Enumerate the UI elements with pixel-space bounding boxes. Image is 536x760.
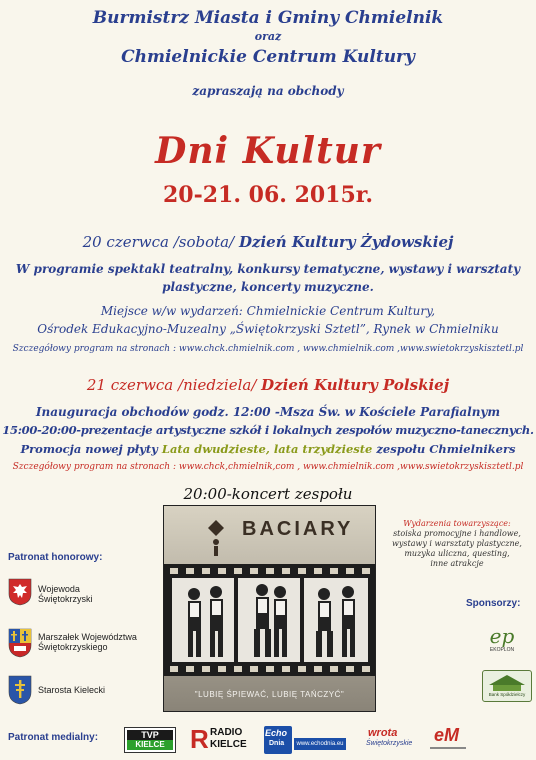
day2-heading-date: 21 czerwca /niedziela/ bbox=[86, 376, 262, 394]
day2-heading bbox=[0, 376, 536, 394]
radio-logo-top: RADIO bbox=[210, 727, 243, 738]
regional-crest-icon bbox=[8, 628, 32, 658]
radio-kielce-logo bbox=[190, 724, 246, 754]
organizer-line-2: Chmielnickie Centrum Kultury bbox=[121, 47, 415, 67]
echo-logo-text: Echo bbox=[265, 728, 288, 738]
patron-3-line-1: Starosta Kielecki bbox=[38, 685, 106, 695]
radio-logo-mark: R bbox=[190, 724, 209, 754]
em-logo-line bbox=[430, 747, 466, 749]
companion-events-line: stoiska promocyjne i handlowe, bbox=[393, 529, 521, 538]
companion-events-line: inne atrakcje bbox=[430, 559, 484, 568]
bank-building-icon bbox=[483, 671, 531, 693]
starosta-crest-icon bbox=[8, 675, 32, 705]
day1-details: Szczegółowy program na stronach : www.chck.chmielnik.com , www.chmielnik.com ,www.swietokrzyskisztetl.pl bbox=[12, 344, 524, 354]
day2-heading-name: Dzień Kultury Polskiej bbox=[261, 376, 450, 394]
patron-2-line-2: Świętokrzyskiego bbox=[38, 642, 108, 652]
patron-1-line-2: Świętokrzyski bbox=[38, 594, 93, 604]
honorary-patronage-title: Patronat honorowy: bbox=[8, 552, 103, 563]
day2-band-name: zespołu Chmielnikers bbox=[372, 442, 516, 456]
day1-program-line-1: W programie spektakl teatralny, konkursy tematyczne, wystawy i warsztaty bbox=[15, 262, 521, 276]
echo-dnia-logo bbox=[264, 726, 292, 754]
concert-heading: 20:00-koncert zespołu bbox=[183, 485, 353, 503]
companion-events-line: muzyka uliczna, questing, bbox=[404, 549, 510, 558]
echo-dnia-url: www.echodnia.eu bbox=[294, 738, 346, 750]
eagle-icon bbox=[8, 578, 32, 606]
day2-promo-label: Promocja nowej płyty bbox=[20, 442, 162, 456]
patron-2-line-1: Marszałek Województwa bbox=[38, 632, 137, 642]
voivode-crest-icon bbox=[8, 578, 32, 606]
wrota-swietokrzyskie-logo bbox=[364, 725, 414, 753]
day2-details: Szczegółowy program na stronach : www.chck,chmielnik,com , www.chmielnik.com ,www.swietokrzyskisztetl.pl bbox=[12, 462, 524, 472]
echo-logo-sub: Dnia bbox=[269, 740, 285, 747]
day2-line-2: 15:00-20:00-prezentacje artystyczne szkół i lokalnych zespołów muzyczno-tanecznych. bbox=[2, 423, 534, 437]
bank-logo-text: Bank Spółdzielczy bbox=[488, 692, 526, 697]
cross-crest-icon bbox=[8, 675, 32, 705]
tvp-kielce-logo bbox=[124, 727, 176, 753]
wrota-logo-sub: Świętokrzyskie bbox=[366, 740, 413, 747]
media-patronage-title: Patronat medialny: bbox=[8, 732, 99, 743]
tvp-logo-top: TVP bbox=[127, 730, 173, 740]
organizer-line-1: Burmistrz Miasta i Gminy Chmielnik bbox=[92, 8, 444, 28]
day2-line-3 bbox=[0, 442, 536, 456]
em-logo-text: eM bbox=[434, 725, 460, 745]
marshal-crest-icon bbox=[8, 628, 32, 658]
em-logo bbox=[428, 725, 468, 753]
patron-1 bbox=[38, 584, 93, 604]
band-slogan: "LUBIĘ ŚPIEWAĆ, LUBIĘ TAŃCZYĆ" bbox=[194, 690, 345, 699]
ekoplon-logo-text: EKOPLON bbox=[489, 647, 515, 653]
sponsors-title: Sponsorzy: bbox=[466, 598, 521, 609]
day1-program-line-2: plastyczne, koncerty muzyczne. bbox=[162, 280, 374, 294]
ekoplon-logo-mark: ep bbox=[489, 624, 515, 648]
day1-place-line-1: Miejsce w/w wydarzeń: Chmielnickie Centrum Kultury, bbox=[100, 304, 436, 318]
companion-events-line: wystawy i warsztaty plastyczne, bbox=[392, 539, 522, 548]
day2-album-title: Lata dwudzieste, lata trzydzieste bbox=[161, 442, 373, 456]
patron-2 bbox=[38, 632, 137, 652]
ekoplon-logo bbox=[484, 625, 520, 665]
day1-heading-date: 20 czerwca /sobota/ bbox=[82, 233, 239, 251]
day1-heading bbox=[0, 233, 536, 251]
organizer-conjunction: oraz bbox=[254, 30, 282, 43]
event-dates: 20-21. 06. 2015r. bbox=[162, 182, 374, 208]
band-album-cover bbox=[163, 505, 376, 712]
band-logo: BACIARY bbox=[242, 518, 354, 540]
patron-1-line-1: Wojewoda bbox=[38, 584, 80, 594]
day1-place-line-2: Ośrodek Edukacyjno-Muzealny „Świętokrzyski Sztetl”, Rynek w Chmielniku bbox=[37, 322, 499, 336]
companion-events-title: Wydarzenia towarzyszące: bbox=[403, 519, 511, 528]
patron-3 bbox=[38, 685, 105, 695]
radio-logo-bottom: KIELCE bbox=[210, 739, 247, 750]
bank-logo bbox=[482, 670, 532, 702]
day2-line-1: Inauguracja obchodów godz. 12:00 -Msza Św. w Kościele Parafialnym bbox=[35, 405, 501, 419]
wrota-logo-text: wrota bbox=[368, 727, 398, 739]
companion-events bbox=[382, 519, 532, 569]
tvp-logo-bottom: KIELCE bbox=[127, 740, 173, 750]
event-title: Dni Kultur bbox=[155, 130, 381, 172]
day1-heading-name: Dzień Kultury Żydowskiej bbox=[238, 233, 454, 251]
invitation-text: zapraszają na obchody bbox=[192, 84, 344, 98]
